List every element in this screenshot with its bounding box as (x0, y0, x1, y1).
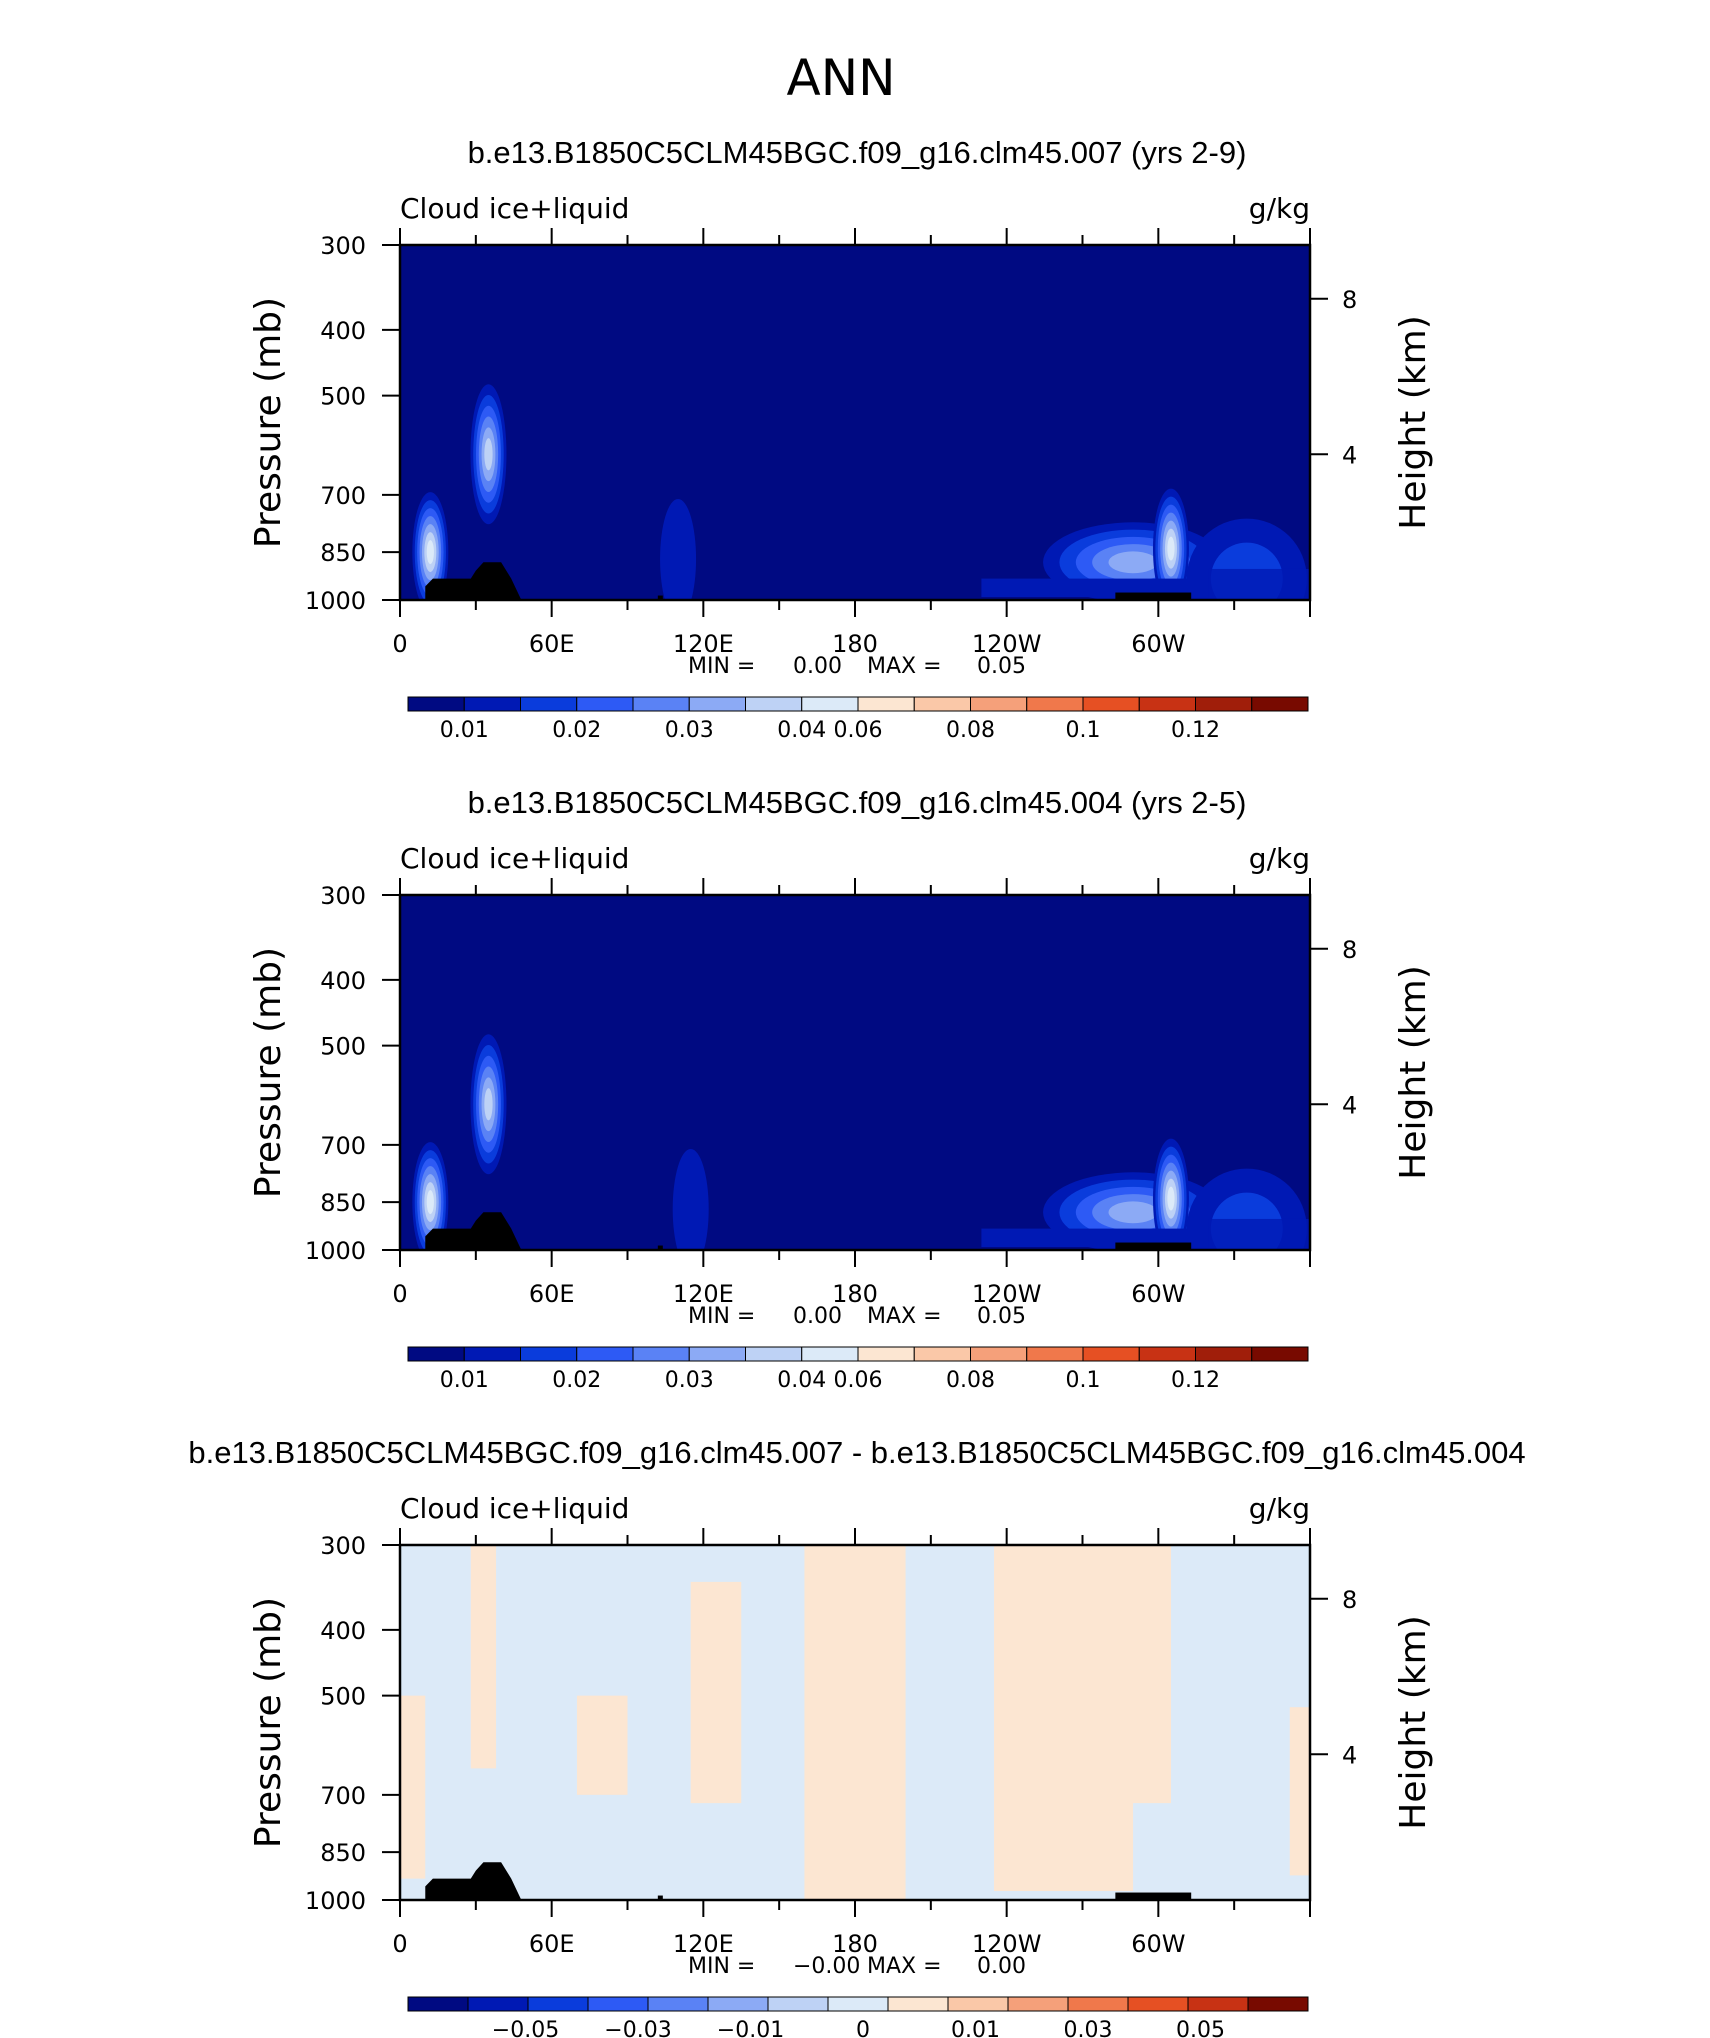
x-tick-label: 120W (971, 1930, 1042, 1958)
contour-region (400, 1696, 425, 1879)
y-axis-title-right: Height (km) (1393, 315, 1434, 530)
max-label: MAX = (867, 654, 942, 679)
contour-region (804, 1545, 905, 1900)
colorbar-box (1139, 1347, 1195, 1361)
contour-region (1290, 1707, 1310, 1875)
colorbar-label: −0.05 (491, 2018, 560, 2038)
contour-region (484, 438, 492, 470)
x-tick-label: 60W (1131, 630, 1186, 658)
colorbar-label: 0.1 (1065, 718, 1101, 743)
y-tick-label: 850 (320, 1839, 366, 1868)
x-tick-label: 120W (971, 1280, 1042, 1308)
colorbar-box (648, 1997, 708, 2011)
min-value: 0.00 (793, 654, 842, 679)
colorbar-box (1139, 697, 1195, 711)
colorbar-label: 0.02 (552, 718, 602, 743)
colorbar-box (1252, 1347, 1308, 1361)
colorbar-box (1196, 697, 1252, 711)
colorbar-box (858, 1347, 914, 1361)
y-tick-label: 400 (320, 966, 366, 995)
colorbar-label: 0 (856, 2018, 870, 2038)
colorbar-label: 0.06 (833, 718, 883, 743)
colorbar-label: 0.03 (664, 1368, 714, 1393)
x-tick-label: 180 (832, 1280, 878, 1308)
height-tick-label: 8 (1342, 1585, 1358, 1614)
colorbar-label: −0.03 (604, 2018, 672, 2038)
colorbar-label: 0.1 (1065, 1368, 1101, 1393)
colorbar-box (828, 1997, 888, 2011)
x-tick-label: 0 (392, 630, 408, 658)
colorbar-box (746, 697, 802, 711)
colorbar-box (528, 1997, 588, 2011)
contour-region (427, 1190, 434, 1214)
x-tick-label: 120W (971, 630, 1042, 658)
colorbar-box (1188, 1997, 1248, 2011)
y-tick-label: 500 (320, 1682, 366, 1711)
max-value: 0.05 (977, 1304, 1026, 1329)
field (400, 245, 1710, 639)
height-tick-label: 4 (1342, 441, 1358, 470)
colorbar-label: 0.08 (946, 718, 995, 743)
min-value: −0.00 (793, 1954, 861, 1979)
variable-label: Cloud ice+liquid (400, 842, 630, 875)
y-tick-label: 400 (320, 316, 366, 345)
contour-region (1167, 1187, 1174, 1211)
min-label: MIN = (688, 1304, 756, 1329)
contour-region (1209, 569, 1710, 600)
figure-title: ANN (786, 49, 896, 107)
colorbar-label: 0.05 (1176, 2018, 1225, 2038)
colorbar-box (464, 1347, 520, 1361)
field (400, 895, 1710, 1289)
y-tick-label: 1000 (304, 1887, 366, 1915)
colorbar-box (1196, 1347, 1252, 1361)
height-tick-label: 4 (1342, 1091, 1358, 1120)
y-tick-label: 400 (320, 1616, 366, 1645)
colorbar-label: 0.12 (1171, 1368, 1220, 1393)
colorbar-box (1248, 1997, 1308, 2011)
y-tick-label: 700 (320, 1131, 366, 1160)
x-tick-label: 120E (672, 630, 734, 658)
colorbar-label: 0.01 (951, 2018, 1000, 2038)
contour-region (691, 1582, 742, 1803)
colorbar-box (1008, 1997, 1068, 2011)
colorbar-box (1068, 1997, 1128, 2011)
contour-region (1120, 1545, 1171, 1803)
panel-title: b.e13.B1850C5CLM45BGC.f09_g16.clm45.004 (yrs 2-5) (467, 785, 1247, 820)
panel-2 (248, 785, 1710, 1393)
contour-region (1209, 1219, 1710, 1250)
units-label: g/kg (1248, 842, 1310, 875)
x-tick-label: 120E (672, 1930, 734, 1958)
colorbar-box (802, 1347, 858, 1361)
contour-region (1109, 1201, 1158, 1223)
units-label: g/kg (1248, 192, 1310, 225)
colorbar-box (971, 1347, 1027, 1361)
y-tick-label: 300 (320, 232, 366, 260)
colorbar-box (468, 1997, 528, 2011)
y-axis-title: Pressure (mb) (248, 296, 289, 549)
colorbar-box (1083, 697, 1139, 711)
colorbar-box (914, 697, 970, 711)
y-tick-label: 700 (320, 1781, 366, 1810)
colorbar-label: 0.08 (946, 1368, 995, 1393)
contour-region (1167, 537, 1174, 561)
colorbar-box (1252, 697, 1308, 711)
contour-region (471, 1545, 496, 1768)
y-axis-title: Pressure (mb) (248, 946, 289, 1199)
colorbar-label: 0.02 (552, 1368, 602, 1393)
max-value: 0.05 (977, 654, 1026, 679)
y-tick-label: 1000 (304, 587, 366, 615)
x-tick-label: 0 (392, 1280, 408, 1308)
colorbar-box (633, 697, 689, 711)
colorbar-label: 0.06 (833, 1368, 883, 1393)
colorbar-label: 0.03 (664, 718, 714, 743)
y-axis-title-right: Height (km) (1393, 1615, 1434, 1830)
contour-region (577, 1696, 628, 1795)
contour-region (994, 1545, 1133, 1891)
panel-title: b.e13.B1850C5CLM45BGC.f09_g16.clm45.007 (yrs 2-9) (467, 135, 1247, 170)
variable-label: Cloud ice+liquid (400, 1492, 630, 1525)
colorbar-box (1027, 1347, 1083, 1361)
contour-region (427, 540, 434, 564)
y-axis-title: Pressure (mb) (248, 1596, 289, 1849)
colorbar-box (802, 697, 858, 711)
y-tick-label: 300 (320, 882, 366, 910)
colorbar-box (408, 697, 464, 711)
contour-region (1109, 551, 1158, 573)
y-tick-label: 850 (320, 539, 366, 568)
y-tick-label: 700 (320, 481, 366, 510)
y-tick-label: 1000 (304, 1237, 366, 1265)
x-tick-label: 60E (528, 1930, 575, 1958)
min-value: 0.00 (793, 1304, 842, 1329)
colorbar-box (708, 1997, 768, 2011)
colorbar-box (888, 1997, 948, 2011)
x-tick-label: 180 (832, 1930, 878, 1958)
y-axis-title-right: Height (km) (1393, 965, 1434, 1180)
colorbar-box (1128, 1997, 1188, 2011)
colorbar-box (521, 1347, 577, 1361)
min-label: MIN = (688, 1954, 756, 1979)
colorbar-box (588, 1997, 648, 2011)
colorbar-label: 0.01 (439, 1368, 489, 1393)
colorbar-box (948, 1997, 1008, 2011)
colorbar-box (689, 1347, 745, 1361)
colorbar-box (633, 1347, 689, 1361)
x-tick-label: 60E (528, 1280, 575, 1308)
colorbar-box (768, 1997, 828, 2011)
x-tick-label: 180 (832, 630, 878, 658)
y-tick-label: 500 (320, 382, 366, 411)
min-label: MIN = (688, 654, 756, 679)
height-tick-label: 8 (1342, 935, 1358, 964)
field (400, 1545, 1310, 1900)
colorbar-box (521, 697, 577, 711)
x-tick-label: 60E (528, 630, 575, 658)
panel-1 (248, 135, 1710, 743)
max-label: MAX = (867, 1954, 942, 1979)
colorbar-label: 0.01 (439, 718, 489, 743)
colorbar-box (577, 1347, 633, 1361)
colorbar-box (971, 697, 1027, 711)
colorbar-label: −0.01 (716, 2018, 785, 2038)
colorbar-box (689, 697, 745, 711)
height-tick-label: 4 (1342, 1741, 1358, 1770)
x-tick-label: 60W (1131, 1930, 1186, 1958)
colorbar-box (914, 1347, 970, 1361)
height-tick-label: 8 (1342, 285, 1358, 314)
panel-3 (188, 1435, 1525, 2038)
contour-region (484, 1088, 492, 1120)
colorbar-label: 0.12 (1171, 718, 1220, 743)
colorbar-box (408, 1997, 468, 2011)
colorbar-box (464, 697, 520, 711)
colorbar-box (1027, 697, 1083, 711)
colorbar-box (746, 1347, 802, 1361)
y-tick-label: 500 (320, 1032, 366, 1061)
units-label: g/kg (1248, 1492, 1310, 1525)
panel-title: b.e13.B1850C5CLM45BGC.f09_g16.clm45.007 - b.e13.B1850C5CLM45BGC.f09_g16.clm45.004 (188, 1435, 1526, 1470)
colorbar-box (408, 1347, 464, 1361)
x-tick-label: 0 (392, 1930, 408, 1958)
y-tick-label: 300 (320, 1532, 366, 1560)
max-label: MAX = (867, 1304, 942, 1329)
y-tick-label: 850 (320, 1189, 366, 1218)
x-tick-label: 60W (1131, 1280, 1186, 1308)
max-value: 0.00 (977, 1954, 1026, 1979)
colorbar-label: 0.04 (777, 1368, 827, 1393)
colorbar-box (577, 697, 633, 711)
colorbar-box (858, 697, 914, 711)
colorbar-label: 0.04 (777, 718, 827, 743)
variable-label: Cloud ice+liquid (400, 192, 630, 225)
colorbar-box (1083, 1347, 1139, 1361)
colorbar-label: 0.03 (1063, 2018, 1113, 2038)
x-tick-label: 120E (672, 1280, 734, 1308)
